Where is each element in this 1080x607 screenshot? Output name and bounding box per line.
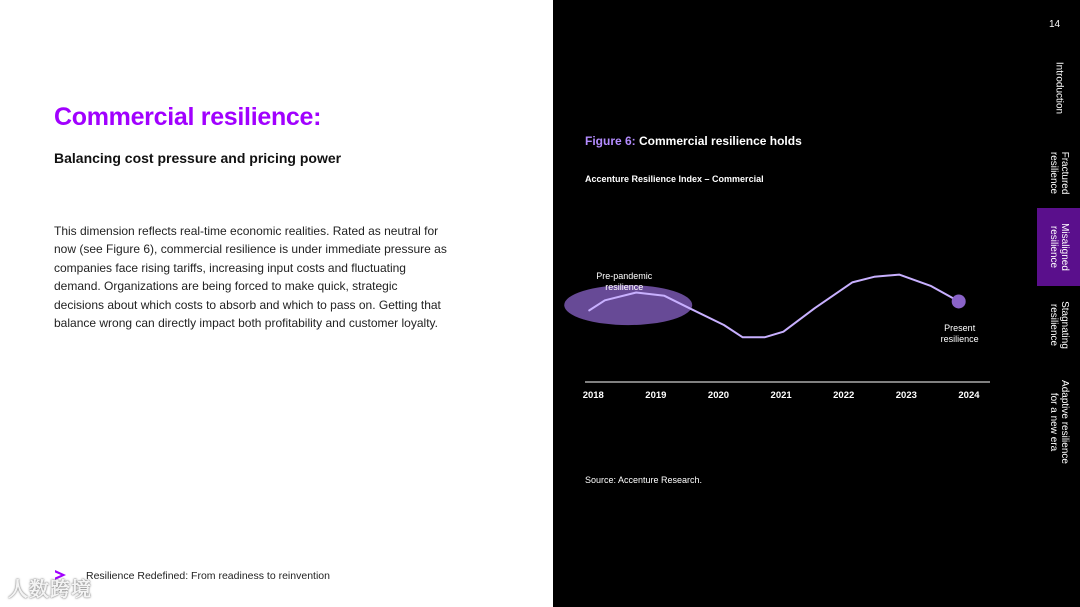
x-tick-label: 2023 xyxy=(895,390,917,401)
section-nav xyxy=(1037,0,1080,607)
annotation-present: Present xyxy=(944,323,976,333)
nav-item-stagnating[interactable] xyxy=(1037,290,1080,360)
x-tick-label: 2021 xyxy=(770,390,792,401)
nav-item-misaligned[interactable] xyxy=(1037,208,1080,286)
nav-item-label: Fractured resilience xyxy=(1047,151,1070,195)
figure-source: Source: Accenture Research. xyxy=(585,475,703,485)
chart-title: Accenture Resilience Index – Commercial xyxy=(585,174,764,184)
x-tick-label: 2022 xyxy=(833,390,855,401)
figure-title-text: Commercial resilience holds xyxy=(639,134,802,148)
x-tick-label: 2019 xyxy=(645,390,667,401)
x-tick-label: 2024 xyxy=(958,390,980,401)
page-subtitle: Balancing cost pressure and pricing power xyxy=(54,150,342,166)
x-tick-label: 2020 xyxy=(707,390,730,401)
nav-item-introduction[interactable] xyxy=(1037,52,1080,124)
annotation-present: resilience xyxy=(940,334,979,344)
page-number: 14 xyxy=(1049,19,1061,30)
footer-doc-title: Resilience Redefined: From readiness to reinvention xyxy=(86,570,330,582)
nav-item-label: Introduction xyxy=(1053,61,1064,115)
annotation-pre-pandemic: Pre-pandemic xyxy=(596,271,653,281)
body-paragraph: This dimension reflects real-time economic realities. Rated as neutral for now (see Figure 6), commercial resilience is under immediate pressure as companies face rising tariffs, increasing input costs and fluctuating demand. Organizations are being forced to make quick, strategic decisions about which costs to absorb and which to pass on. Getting that balance wrong can directly impact both profitability and customer loyalty. xyxy=(54,224,447,331)
nav-item-label: Misaligned resilience xyxy=(1047,223,1070,271)
nav-item-fractured[interactable] xyxy=(1037,140,1080,206)
nav-item-label: Adaptive resilience for a new era xyxy=(1047,380,1070,464)
nav-item-label: Stagnating resilience xyxy=(1047,301,1070,349)
annotation-pre-pandemic: resilience xyxy=(605,282,644,292)
nav-item-adaptive[interactable] xyxy=(1037,368,1080,476)
figure-title xyxy=(585,134,802,148)
figure-label: Figure 6: xyxy=(585,134,636,148)
x-tick-label: 2018 xyxy=(582,390,604,401)
page-title: Commercial resilience: xyxy=(54,103,322,131)
resilience-line-chart xyxy=(553,240,1033,420)
watermark: 人数跨境 xyxy=(8,579,92,601)
present-resilience-marker xyxy=(952,294,966,308)
